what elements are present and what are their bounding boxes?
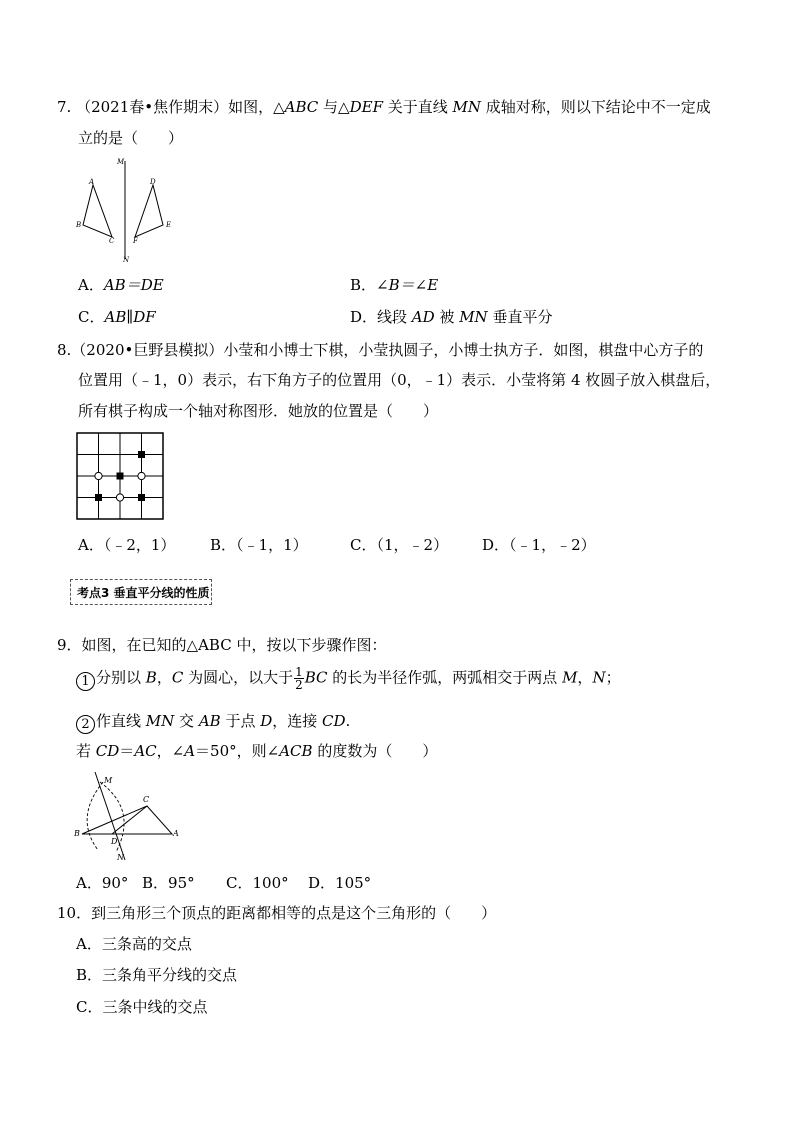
round-piece-bottom	[116, 494, 123, 501]
q9-step2: 2 作直线 MN 交 AB 于点 D，连接 CD.	[76, 710, 350, 734]
q9-label-c: C	[143, 795, 150, 804]
step2-circled-number: 2	[76, 715, 95, 734]
q10-stem: 10．到三角形三个顶点的距离都相等的点是这个三角形的（ ）	[57, 904, 497, 922]
q9-stem-line1: 9．如图，在已知的△ABC 中，按以下步骤作图：	[57, 636, 387, 654]
round-piece-left	[95, 472, 102, 479]
q8-option-b[interactable]: B．（﹣1，1）	[210, 536, 308, 554]
q8-stem-line3: 所有棋子构成一个轴对称图形．她放的位置是（ ）	[78, 402, 439, 420]
q7-label-a: A	[89, 178, 95, 186]
q7-option-d[interactable]: D．线段 AD 被 MN 垂直平分	[350, 308, 553, 326]
q8-option-a[interactable]: A．（﹣2，1）	[78, 536, 176, 554]
square-piece-bottom-right	[138, 494, 145, 501]
q8-stem-line1: 8.（2020•巨野县模拟）小莹和小博士下棋，小莹执圆子，小博士执方子．如图，棋盘中心方子的	[57, 341, 704, 359]
round-piece-right	[138, 472, 145, 479]
q10-option-c[interactable]: C．三条中线的交点	[76, 998, 208, 1016]
q9-construction-figure	[70, 770, 185, 862]
step1-circled-number: 1	[76, 672, 95, 691]
q7-label-c: C	[109, 237, 115, 245]
q9-condition: 若 CD＝AC，∠A＝50°，则∠ACB 的度数为（ ）	[76, 742, 438, 760]
square-piece-center	[117, 473, 124, 480]
q8-stem-line2: 位置用（﹣1，0）表示，右下角方子的位置用（0，﹣1）表示．小莹将第 4 枚圆子放入棋盘后，	[78, 371, 721, 389]
q7-figure	[72, 155, 182, 265]
q10-option-b[interactable]: B．三条角平分线的交点	[76, 966, 238, 984]
q7-option-c[interactable]: C．AB∥DF	[78, 308, 156, 326]
q7-label-d: D	[150, 178, 156, 186]
q7-label-n: N	[123, 256, 130, 264]
q9-option-a[interactable]: A．90°	[76, 874, 129, 892]
fraction-one-half: $\frac{1}{2}$	[295, 665, 303, 692]
q7-label-f: F	[133, 237, 138, 245]
q9-label-b: B	[74, 829, 80, 838]
q7-label-m: M	[117, 158, 125, 166]
square-piece-bottom-left	[95, 494, 102, 501]
section-tag: 考点3 垂直平分线的性质	[70, 579, 212, 605]
q9-label-d: D	[111, 837, 118, 846]
q8-chessboard-figure	[76, 432, 166, 522]
q10-option-a[interactable]: A．三条高的交点	[76, 935, 192, 953]
q9-option-d[interactable]: D．105°	[308, 874, 372, 892]
q7-label-e: E	[166, 221, 172, 229]
q7-number: 7.	[57, 98, 72, 116]
q7-option-b[interactable]: B．∠B＝∠E	[350, 276, 439, 294]
q9-option-c[interactable]: C．100°	[226, 874, 289, 892]
q7-stem-line1: 7. （2021春•焦作期末）如图，△ABC 与△DEF 关于直线 MN 成轴对称，则以下结论中不一定成	[57, 98, 711, 116]
q7-label-b: B	[76, 221, 82, 229]
q8-option-c[interactable]: C．（1，﹣2）	[350, 536, 449, 554]
q9-label-n: N	[117, 853, 124, 862]
q9-option-b[interactable]: B．95°	[142, 874, 195, 892]
q7-option-a[interactable]: A．AB＝DE	[78, 276, 164, 294]
q9-label-m: M	[104, 776, 113, 785]
square-piece-top-right	[138, 451, 145, 458]
q9-step1: 1 分别以 B，C 为圆心，以大于 $\frac{1}{2}$ BC 的长为半径作弧，两弧相交于两点 M，N；	[76, 666, 621, 691]
q9-label-a: A	[173, 829, 179, 838]
q7-stem-line2: 立的是（ ）	[78, 129, 184, 147]
q8-option-d[interactable]: D．（﹣1，﹣2）	[482, 536, 596, 554]
